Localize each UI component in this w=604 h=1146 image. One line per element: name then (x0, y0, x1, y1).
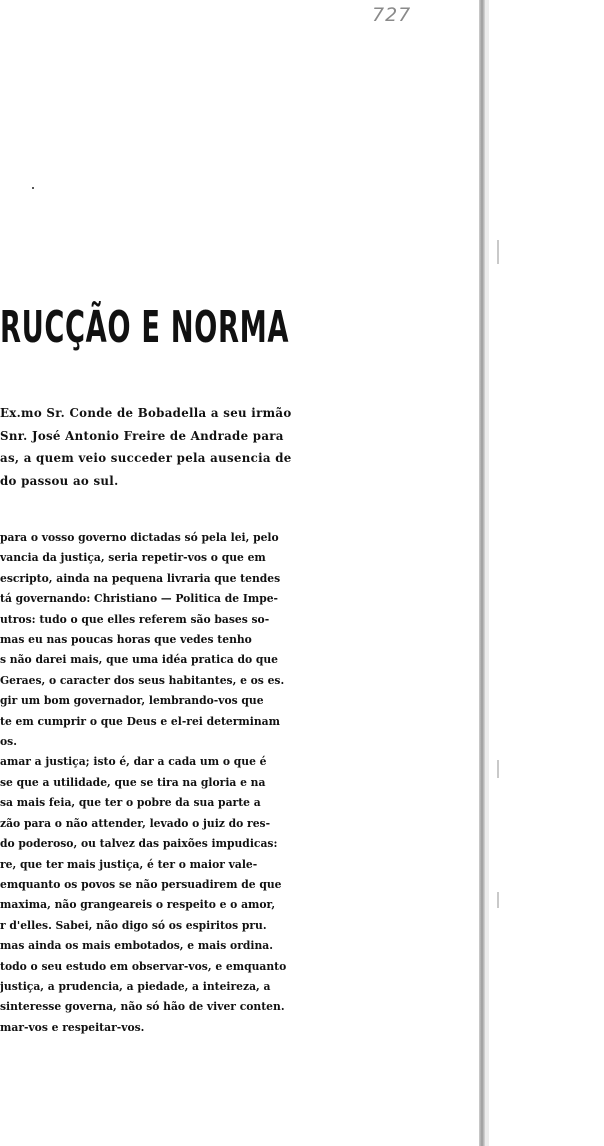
body-line: tá governando: Christiano — Politica de Impe- (0, 591, 279, 606)
dust-speck (32, 187, 34, 189)
page-gutter-light (485, 0, 489, 1146)
page-title: RUCÇÃO E NORMA (0, 302, 290, 353)
body-line: amar a justiça; isto é, dar a cada um o que é (0, 754, 267, 769)
body-line: r d'elles. Sabei, não digo só os espiritos pru. (0, 917, 267, 932)
subtitle-line: do passou ao sul. (0, 473, 119, 488)
edge-mark (497, 760, 499, 778)
body-line: sinteresse governa, não só hão de viver conten. (0, 999, 285, 1014)
body-line: justiça, a prudencia, a piedade, a inteireza, a (0, 978, 271, 993)
body-line: escripto, ainda na pequena livraria que tendes (0, 570, 281, 585)
subtitle-line: Snr. José Antonio Freire de Andrade para (0, 428, 284, 443)
body-line: emquanto os povos se não persuadirem de que (0, 876, 282, 891)
body-line: gir um bom governador, lembrando-vos que (0, 693, 264, 708)
body-line: mas eu nas poucas horas que vedes tenho (0, 632, 252, 647)
body-line: mar-vos e respeitar-vos. (0, 1019, 145, 1034)
body-line: zão para o não attender, levado o juiz do res- (0, 815, 271, 830)
subtitle-block (0, 402, 360, 492)
body-text (0, 527, 360, 1037)
body-line: para o vosso governo dictadas só pela lei, pelo (0, 530, 279, 544)
body-line: re, que ter mais justiça, é ter o maior vale- (0, 856, 258, 871)
body-line: utros: tudo o que elles referem são bases so- (0, 611, 270, 626)
subtitle-line: as, a quem veio succeder pela ausencia de (0, 451, 292, 465)
body-line: sa mais feia, que ter o pobre da sua parte a (0, 795, 261, 810)
body-line: maxima, não grangeareis o respeito e o amor, (0, 897, 276, 912)
body-line: se que a utilidade, que se tira na gloria e na (0, 774, 266, 789)
subtitle-line: Ex.mo Sr. Conde de Bobadella a seu irmão (0, 406, 292, 420)
body-line: mas ainda os mais embotados, e mais ordina. (0, 938, 273, 953)
body-line: s não darei mais, que uma idéa pratica do que (0, 652, 279, 667)
body-line: do poderoso, ou talvez das paixões impudicas: (0, 836, 278, 851)
edge-mark (497, 240, 499, 264)
body-line: todo o seu estudo em observar-vos, e emquanto (0, 958, 287, 973)
body-line: vancia da justiça, seria repetir-vos o que em (0, 550, 266, 565)
edge-mark (497, 892, 499, 908)
body-line: Geraes, o caracter dos seus habitantes, e os es. (0, 672, 285, 687)
body-line: os. (0, 734, 17, 749)
body-line: te em cumprir o que Deus e el-rei determinam (0, 713, 280, 728)
page-number: 727 (372, 4, 412, 26)
